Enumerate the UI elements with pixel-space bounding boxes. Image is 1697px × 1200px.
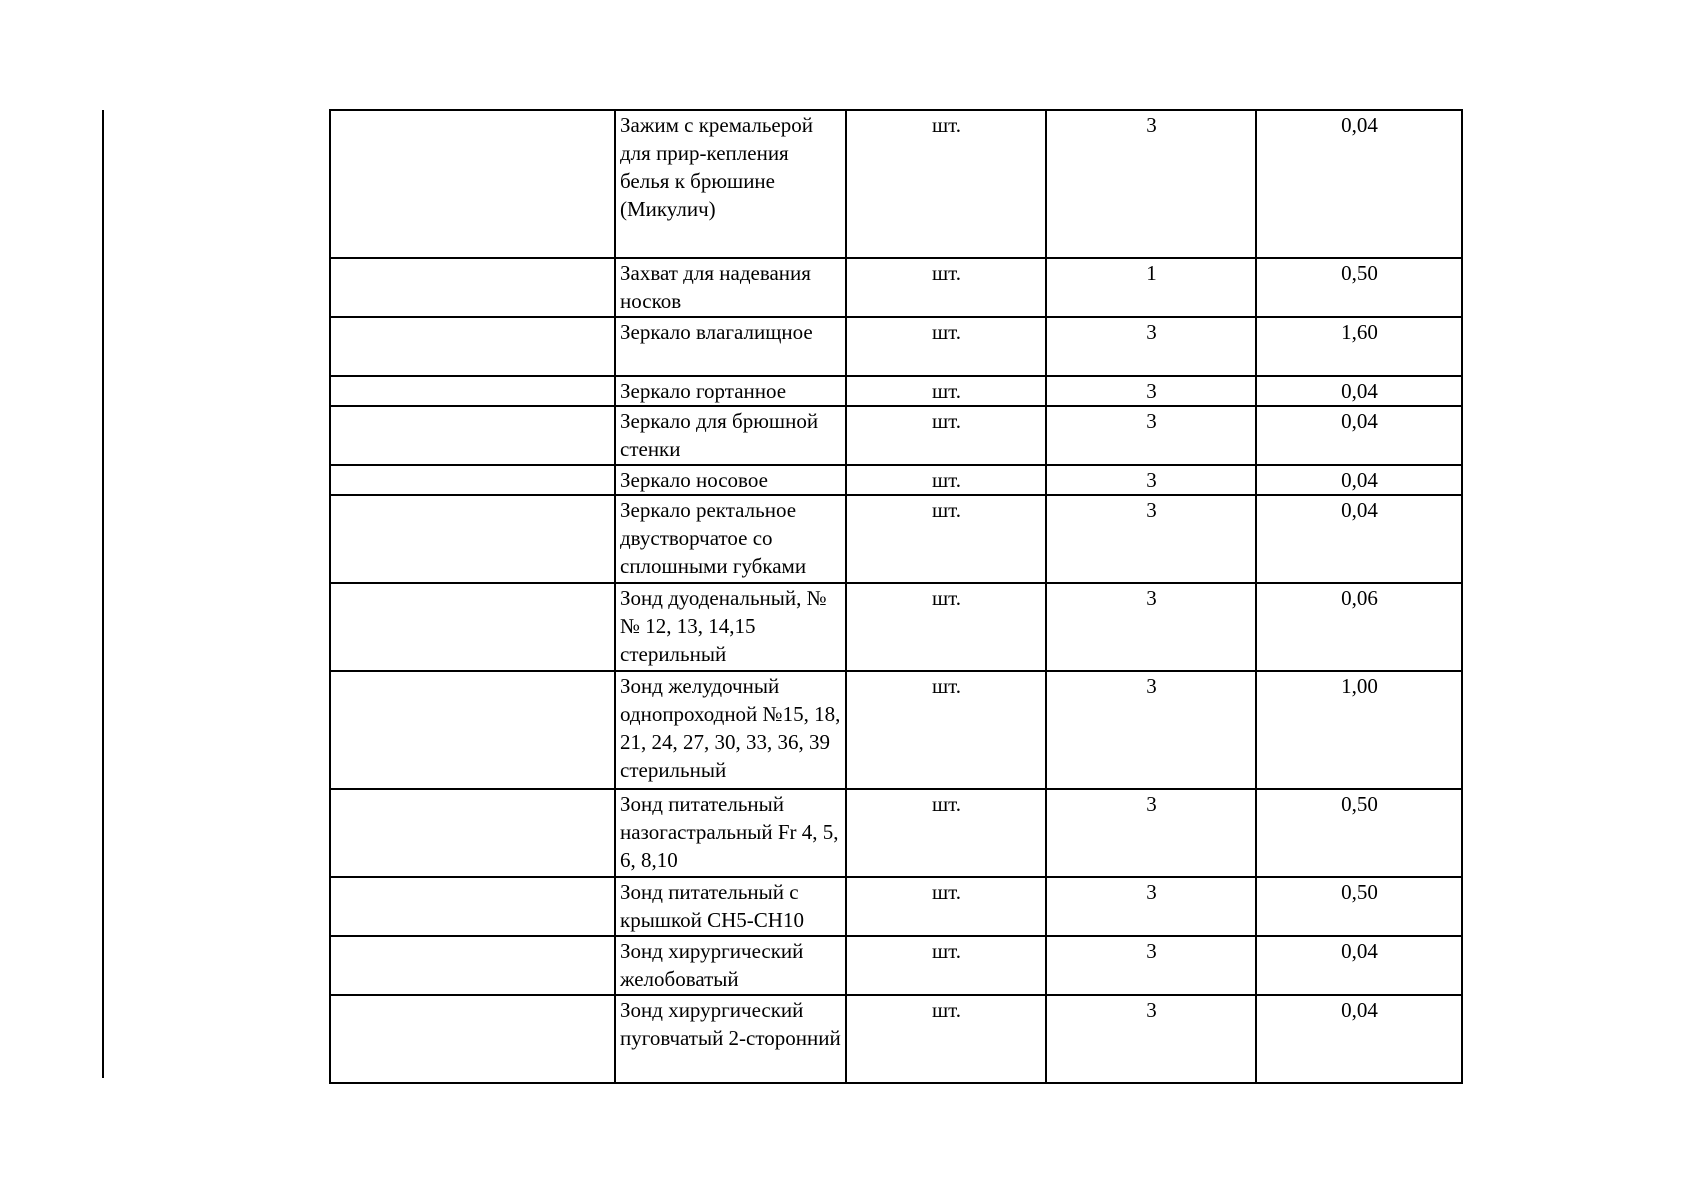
unit-cell: шт. bbox=[846, 110, 1046, 258]
item-name-cell: Зонд дуоденальный, №№ 12, 13, 14,15 стерильный bbox=[615, 583, 846, 671]
table-row bbox=[330, 877, 1462, 936]
item-name-cell: Зеркало влагалищное bbox=[615, 317, 846, 376]
quantity-cell: 3 bbox=[1046, 376, 1256, 406]
item-name-cell: Зажим с кремальерой для прир-кепления белья к брюшине (Микулич) bbox=[615, 110, 846, 258]
quantity-cell: 3 bbox=[1046, 406, 1256, 465]
table-row bbox=[330, 789, 1462, 877]
table-row bbox=[330, 258, 1462, 317]
quantity-cell: 3 bbox=[1046, 789, 1256, 877]
item-name-cell: Зеркало ректальное двустворчатое со сплошными губками bbox=[615, 495, 846, 583]
quantity-cell: 1 bbox=[1046, 258, 1256, 317]
quantity-cell: 3 bbox=[1046, 995, 1256, 1083]
value-cell: 0,04 bbox=[1256, 376, 1462, 406]
item-name-cell: Зеркало гортанное bbox=[615, 376, 846, 406]
empty-cell bbox=[330, 406, 615, 465]
empty-cell bbox=[330, 495, 615, 583]
item-name-cell: Зонд хирургический желобоватый bbox=[615, 936, 846, 995]
table-row bbox=[330, 110, 1462, 258]
value-cell: 0,50 bbox=[1256, 789, 1462, 877]
empty-cell bbox=[330, 258, 615, 317]
value-cell: 1,00 bbox=[1256, 671, 1462, 789]
value-cell: 0,04 bbox=[1256, 110, 1462, 258]
quantity-cell: 3 bbox=[1046, 495, 1256, 583]
quantity-cell: 3 bbox=[1046, 465, 1256, 495]
value-cell: 0,04 bbox=[1256, 465, 1462, 495]
empty-cell bbox=[330, 789, 615, 877]
item-name-cell: Зонд хирургический пуговчатый 2-сторонний bbox=[615, 995, 846, 1083]
table-row bbox=[330, 671, 1462, 789]
unit-cell: шт. bbox=[846, 583, 1046, 671]
table-row bbox=[330, 465, 1462, 495]
unit-cell: шт. bbox=[846, 495, 1046, 583]
empty-cell bbox=[330, 110, 615, 258]
empty-cell bbox=[330, 376, 615, 406]
unit-cell: шт. bbox=[846, 465, 1046, 495]
item-name-cell: Захват для надевания носков bbox=[615, 258, 846, 317]
table-row bbox=[330, 376, 1462, 406]
equipment-table bbox=[329, 109, 1463, 1084]
value-cell: 0,04 bbox=[1256, 936, 1462, 995]
value-cell: 0,50 bbox=[1256, 258, 1462, 317]
item-name-cell: Зонд питательный с крышкой CH5-CH10 bbox=[615, 877, 846, 936]
empty-cell bbox=[330, 877, 615, 936]
value-cell: 0,04 bbox=[1256, 995, 1462, 1083]
quantity-cell: 3 bbox=[1046, 877, 1256, 936]
table-row bbox=[330, 495, 1462, 583]
table-row bbox=[330, 583, 1462, 671]
table-row bbox=[330, 995, 1462, 1083]
unit-cell: шт. bbox=[846, 258, 1046, 317]
item-name-cell: Зонд питательный назогастральный Fr 4, 5, 6, 8,10 bbox=[615, 789, 846, 877]
empty-cell bbox=[330, 936, 615, 995]
unit-cell: шт. bbox=[846, 789, 1046, 877]
item-name-cell: Зеркало для брюшной стенки bbox=[615, 406, 846, 465]
table-row bbox=[330, 936, 1462, 995]
unit-cell: шт. bbox=[846, 936, 1046, 995]
item-name-cell: Зонд желудочный однопроходной №15, 18, 21, 24, 27, 30, 33, 36, 39 стерильный bbox=[615, 671, 846, 789]
unit-cell: шт. bbox=[846, 671, 1046, 789]
quantity-cell: 3 bbox=[1046, 671, 1256, 789]
unit-cell: шт. bbox=[846, 376, 1046, 406]
value-cell: 0,04 bbox=[1256, 495, 1462, 583]
unit-cell: шт. bbox=[846, 995, 1046, 1083]
value-cell: 0,50 bbox=[1256, 877, 1462, 936]
empty-cell bbox=[330, 995, 615, 1083]
empty-cell bbox=[330, 583, 615, 671]
quantity-cell: 3 bbox=[1046, 936, 1256, 995]
value-cell: 0,06 bbox=[1256, 583, 1462, 671]
unit-cell: шт. bbox=[846, 877, 1046, 936]
quantity-cell: 3 bbox=[1046, 583, 1256, 671]
quantity-cell: 3 bbox=[1046, 110, 1256, 258]
empty-cell bbox=[330, 671, 615, 789]
empty-cell bbox=[330, 317, 615, 376]
empty-cell bbox=[330, 465, 615, 495]
table-row bbox=[330, 406, 1462, 465]
unit-cell: шт. bbox=[846, 317, 1046, 376]
page-left-rule bbox=[102, 110, 104, 1078]
item-name-cell: Зеркало носовое bbox=[615, 465, 846, 495]
value-cell: 0,04 bbox=[1256, 406, 1462, 465]
unit-cell: шт. bbox=[846, 406, 1046, 465]
value-cell: 1,60 bbox=[1256, 317, 1462, 376]
quantity-cell: 3 bbox=[1046, 317, 1256, 376]
table-row bbox=[330, 317, 1462, 376]
